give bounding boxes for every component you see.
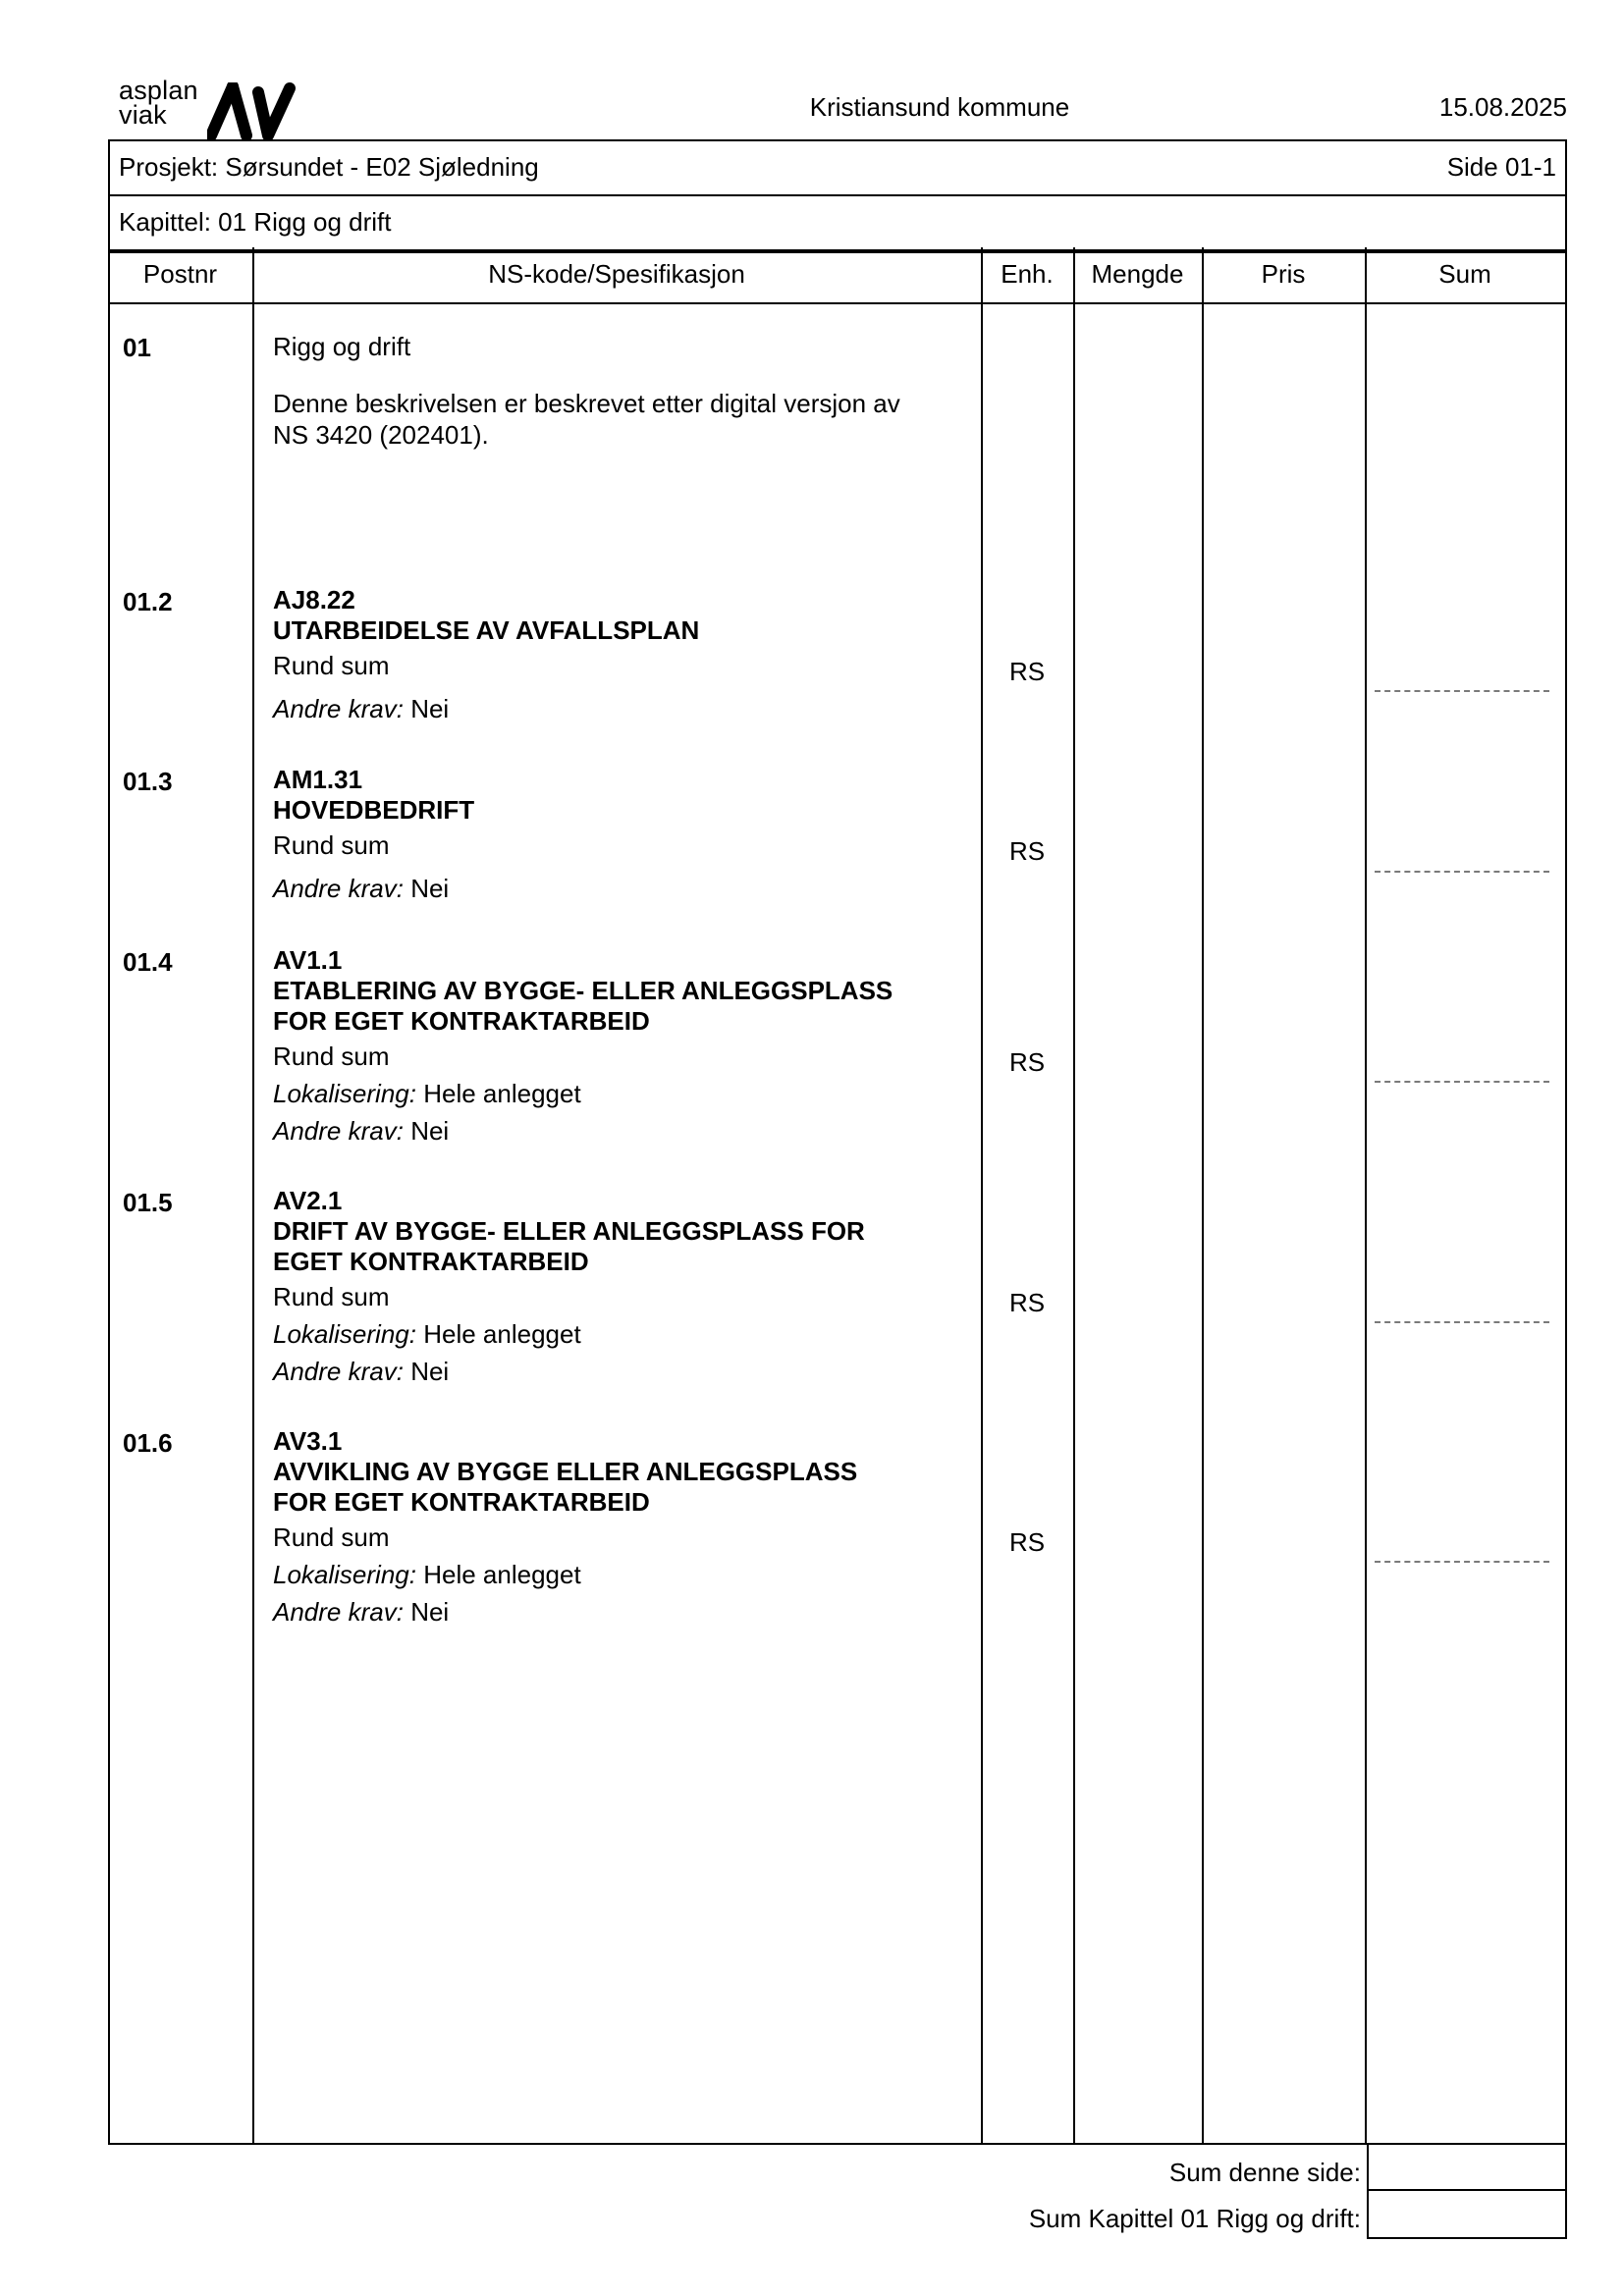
item-title: HOVEDBEDRIFT bbox=[273, 795, 475, 825]
intro-description: NS 3420 (202401). bbox=[273, 420, 489, 450]
col-header-mengde: Mengde bbox=[1091, 259, 1184, 289]
andre-krav-line bbox=[273, 1356, 960, 1387]
lokalisering-label: Lokalisering: bbox=[273, 1560, 416, 1589]
andre-krav-line bbox=[273, 693, 960, 724]
col-divider bbox=[1202, 247, 1204, 2145]
col-divider bbox=[252, 247, 254, 2145]
post-number: 01.5 bbox=[123, 1188, 173, 1217]
andre-krav-label: Andre krav: bbox=[273, 1357, 404, 1386]
lokalisering-value: Hele anlegget bbox=[423, 1079, 581, 1108]
unit: RS bbox=[1009, 1527, 1046, 1557]
unit: RS bbox=[1009, 836, 1046, 866]
project-row bbox=[110, 141, 1565, 196]
column-header-divider bbox=[108, 302, 1567, 304]
chapter-heading: Rigg og drift bbox=[273, 332, 411, 361]
intro-description: Denne beskrivelsen er beskrevet etter digital versjon av bbox=[273, 389, 900, 418]
table-border-right bbox=[1565, 247, 1567, 2145]
andre-krav-label: Andre krav: bbox=[273, 1597, 404, 1627]
unit-description: Rund sum bbox=[273, 830, 390, 860]
ns-code: AV2.1 bbox=[273, 1186, 343, 1215]
lokalisering-label: Lokalisering: bbox=[273, 1319, 416, 1349]
col-header-enh: Enh. bbox=[1001, 259, 1054, 289]
andre-krav-label: Andre krav: bbox=[273, 694, 404, 723]
post-number: 01.4 bbox=[123, 947, 173, 977]
andre-krav-line bbox=[273, 1115, 960, 1147]
post-number: 01 bbox=[123, 333, 151, 362]
item-title: DRIFT AV BYGGE- ELLER ANLEGGSPLASS FOR bbox=[273, 1216, 865, 1246]
client-name: Kristiansund kommune bbox=[809, 92, 1070, 122]
item-spec bbox=[273, 765, 960, 904]
lokalisering-line bbox=[273, 1318, 960, 1350]
sum-placeholder bbox=[1375, 1321, 1549, 1323]
chapter-row bbox=[110, 196, 1565, 251]
item-title: UTARBEIDELSE AV AVFALLSPLAN bbox=[273, 615, 700, 645]
col-divider bbox=[981, 247, 983, 2145]
andre-krav-line bbox=[273, 1596, 960, 1628]
col-divider bbox=[1365, 247, 1367, 2145]
lokalisering-line bbox=[273, 1559, 960, 1590]
header-frame bbox=[108, 139, 1567, 253]
unit: RS bbox=[1009, 1047, 1046, 1077]
unit: RS bbox=[1009, 1288, 1046, 1317]
logo-line2: viak bbox=[119, 100, 167, 130]
col-header-sum: Sum bbox=[1438, 259, 1491, 289]
andre-krav-value: Nei bbox=[410, 874, 450, 903]
lokalisering-value: Hele anlegget bbox=[423, 1319, 581, 1349]
sum-page-label: Sum denne side: bbox=[1168, 2158, 1361, 2187]
ns-code: AJ8.22 bbox=[273, 585, 355, 614]
page-number: Side 01-1 bbox=[1446, 152, 1556, 182]
document-date: 15.08.2025 bbox=[1438, 92, 1567, 122]
unit-description: Rund sum bbox=[273, 1041, 390, 1071]
andre-krav-label: Andre krav: bbox=[273, 1116, 404, 1146]
ns-code: AV1.1 bbox=[273, 945, 343, 975]
post-number: 01.2 bbox=[123, 587, 173, 616]
unit-description: Rund sum bbox=[273, 651, 390, 680]
lokalisering-value: Hele anlegget bbox=[423, 1560, 581, 1589]
col-header-spec: NS-kode/Spesifikasjon bbox=[488, 259, 745, 289]
item-title: AVVIKLING AV BYGGE ELLER ANLEGGSPLASS bbox=[273, 1457, 858, 1486]
sum-placeholder bbox=[1375, 690, 1549, 692]
ns-code: AM1.31 bbox=[273, 765, 363, 794]
item-title: FOR EGET KONTRAKTARBEID bbox=[273, 1006, 650, 1036]
col-divider bbox=[1073, 247, 1075, 2145]
lokalisering-label: Lokalisering: bbox=[273, 1079, 416, 1108]
item-title: EGET KONTRAKTARBEID bbox=[273, 1247, 589, 1276]
sum-placeholder bbox=[1375, 1561, 1549, 1563]
sum-page-box bbox=[1367, 2143, 1567, 2191]
col-header-pris: Pris bbox=[1261, 259, 1306, 289]
unit-description: Rund sum bbox=[273, 1522, 390, 1552]
post-number: 01.3 bbox=[123, 767, 173, 796]
sum-chapter-label: Sum Kapittel 01 Rigg og drift: bbox=[1028, 2204, 1361, 2233]
item-spec bbox=[273, 585, 960, 724]
table-border-bottom bbox=[108, 2143, 1567, 2145]
item-spec bbox=[273, 1186, 960, 1387]
lokalisering-line bbox=[273, 1078, 960, 1109]
col-header-postnr: Postnr bbox=[142, 259, 218, 289]
item-title: FOR EGET KONTRAKTARBEID bbox=[273, 1487, 650, 1517]
item-spec bbox=[273, 945, 960, 1147]
table-border-left bbox=[108, 247, 110, 2145]
item-title: ETABLERING AV BYGGE- ELLER ANLEGGSPLASS bbox=[273, 976, 893, 1005]
sum-placeholder bbox=[1375, 1081, 1549, 1083]
sum-placeholder bbox=[1375, 871, 1549, 873]
andre-krav-value: Nei bbox=[410, 1116, 450, 1146]
post-number: 01.6 bbox=[123, 1428, 173, 1458]
andre-krav-value: Nei bbox=[410, 1597, 450, 1627]
andre-krav-line bbox=[273, 873, 960, 904]
logo-line1: asplan bbox=[119, 76, 198, 105]
intro-spec bbox=[273, 331, 960, 451]
unit: RS bbox=[1009, 657, 1046, 686]
item-spec bbox=[273, 1426, 960, 1628]
unit-description: Rund sum bbox=[273, 1282, 390, 1311]
chapter-title: Kapittel: 01 Rigg og drift bbox=[119, 207, 392, 237]
andre-krav-value: Nei bbox=[410, 1357, 450, 1386]
sum-chapter-box bbox=[1367, 2189, 1567, 2239]
andre-krav-label: Andre krav: bbox=[273, 874, 404, 903]
project-title: Prosjekt: Sørsundet - E02 Sjøledning bbox=[119, 152, 539, 182]
andre-krav-value: Nei bbox=[410, 694, 450, 723]
ns-code: AV3.1 bbox=[273, 1426, 343, 1456]
